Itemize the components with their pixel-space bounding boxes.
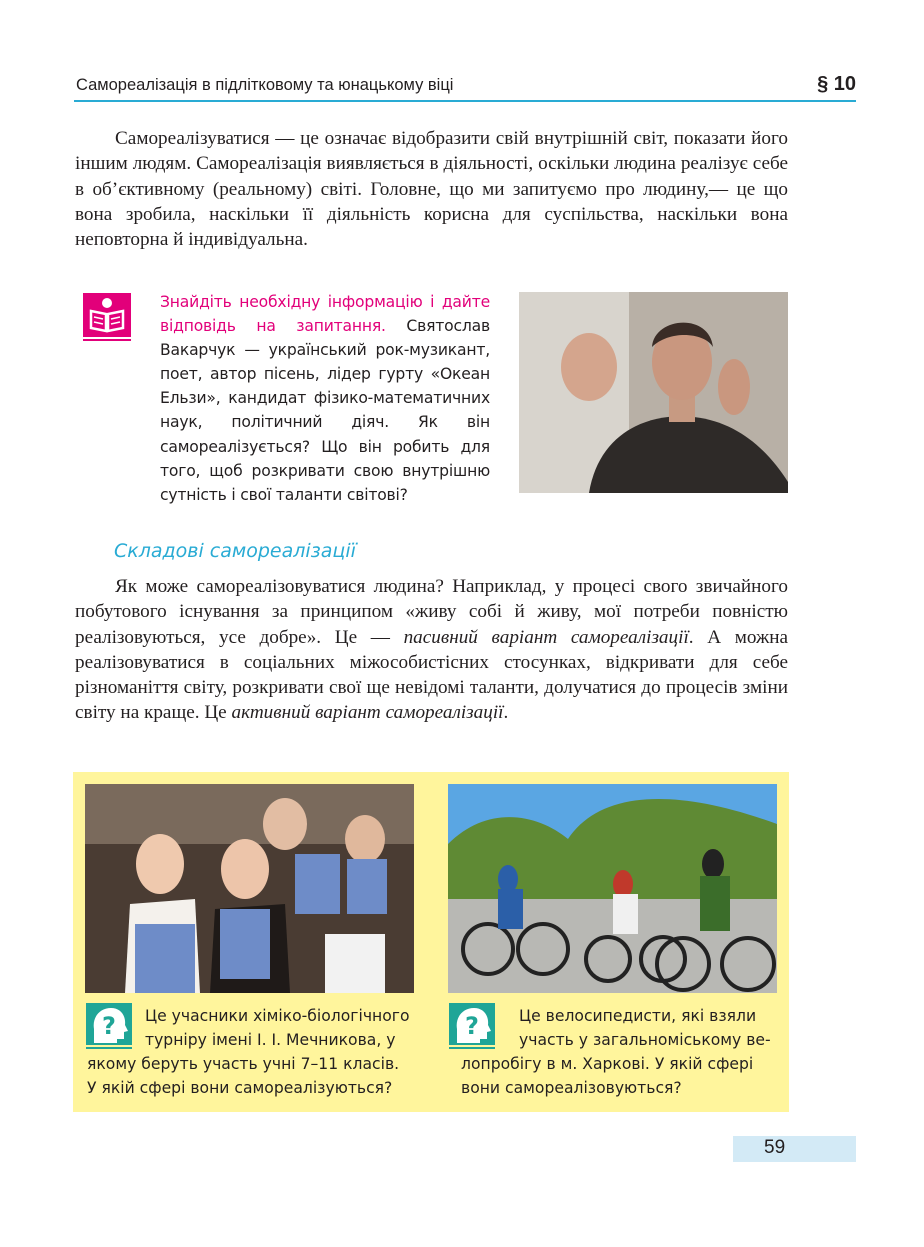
caption-line: Це велосипедисти, які взяли: [519, 1007, 757, 1025]
task-text: [160, 290, 490, 507]
intro-paragraph: Самореалізуватися — це означає відобразити свій внутрішній світ, показати його іншим людям. Самореалізація виявляється в діяльності, оскільки людина реалізує себе в об’єктивному (реальному) світі. Головне, що ми запитуємо про людину,— це що вона зробила, наскільки її діяльність корисна для суспільства, наскільки вона неповторна й індивідуальна.: [75, 128, 788, 251]
svg-text:?: ?: [465, 1012, 479, 1040]
paragraph-text: .: [503, 702, 509, 724]
vakarchuk-photo: [519, 292, 788, 493]
students-photo: [85, 784, 414, 993]
cyclists-photo: [448, 784, 777, 993]
caption-line: участь у загальноміському ве-: [519, 1031, 771, 1050]
section-subheading: Складові самореалізації: [114, 540, 356, 562]
task-body: Святослав Вакарчук — український рок-музикант, поет, автор пісень, лідер гурту «Океан Ельзи», кандидат фізико-математичних наук, політичний діяч. Як він самореалізується? Що він робить для того, щоб розкривати свою внутрішню сутність і свої таланти світові?: [160, 317, 490, 504]
caption-line: якому беруть участь учні 7–11 класів.: [87, 1055, 400, 1074]
caption-line: У якій сфері вони самореалізуються?: [87, 1079, 393, 1098]
passive-variant-term: пасивний варіант самореалізації: [403, 626, 689, 648]
page-number-box: [733, 1136, 856, 1162]
active-variant-term: активний варіант самореалізації: [231, 702, 504, 724]
caption-line: лопробігу в м. Харкові. У якій сфері: [461, 1055, 754, 1074]
page-number: 59: [764, 1137, 786, 1158]
svg-text:?: ?: [102, 1012, 116, 1040]
paragraph-text: . А можна реалізовуватися в соціальних міжособистісних стосунках, відкривати для себе різноманіття світу, розкривати свої ще невідомі таланти, долучатися до процесів зміни світу на краще. Це: [75, 626, 788, 724]
caption-students: [87, 1004, 417, 1100]
running-header: [74, 72, 856, 102]
paragraph-text: Як може самореалізовуватися людина? Наприклад, у процесі свого звичайного побутового існування за принципом «живу собі й живу, мої потреби повністю реалізовуються, усе добре». Це —: [75, 576, 788, 648]
book-reader-icon: [83, 293, 131, 341]
caption-line: турніру імені І. І. Мечникова, у: [145, 1031, 396, 1050]
caption-line: Це учасники хіміко-біологічного: [145, 1007, 410, 1025]
caption-line: вони самореалізовуються?: [461, 1079, 682, 1098]
section-number: § 10: [817, 73, 856, 95]
header-title: Самореалізація в підлітковому та юнацькому віці: [76, 76, 454, 94]
components-paragraph: [75, 574, 788, 726]
task-highlight: Знайдіть необхідну інформацію і дайте відповідь на запитання.: [160, 293, 490, 336]
caption-cyclists: [461, 1004, 786, 1100]
